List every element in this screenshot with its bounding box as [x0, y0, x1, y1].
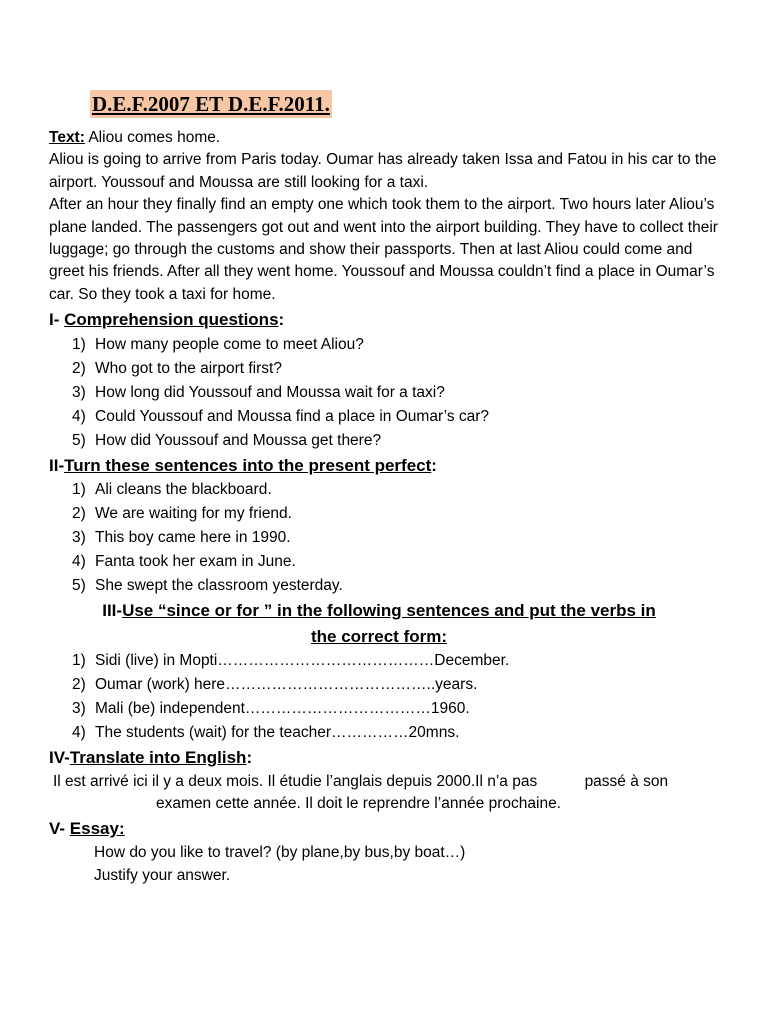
- section-4-title: Translate into English: [69, 748, 247, 767]
- item-text: Fanta took her exam in June.: [95, 553, 296, 570]
- section-5-prefix: V-: [49, 819, 70, 838]
- list-item: [72, 381, 489, 405]
- item-text: Who got to the airport first?: [95, 360, 282, 377]
- item-number: 1): [72, 481, 86, 498]
- text-paragraph-2: After an hour they finally find an empty one which took them to the airport. Two hours later Aliou’s plane landed. The passengers got out and went into the airport building. They have to collect their luggage; go through the customs and show their passports. Then at last Aliou could come and greet his friends. After all they went home. Youssouf and Moussa couldn’t find a place in Oumar’s car. So they took a taxi for home.: [49, 196, 718, 303]
- item-text: She swept the classroom yesterday.: [95, 577, 343, 594]
- essay-line-2: Justify your answer.: [94, 867, 231, 884]
- item-text: Oumar (work) here…………………………………..years.: [95, 676, 478, 693]
- section-3-heading-line-2: the correct form:: [310, 627, 448, 646]
- page-title: D.E.F.2007 ET D.E.F.2011.: [92, 92, 330, 116]
- translation-text: [49, 771, 709, 815]
- section-5-title: Essay:: [69, 819, 125, 838]
- list-item: [72, 550, 343, 574]
- section-3-list: [72, 649, 509, 745]
- item-text: The students (wait) for the teacher……………20mns.: [95, 724, 460, 741]
- section-4-prefix: IV-: [49, 748, 70, 767]
- list-item: [72, 478, 343, 502]
- item-text: How long did Youssouf and Moussa wait for a taxi?: [95, 384, 445, 401]
- item-text: This boy came here in 1990.: [95, 529, 291, 546]
- list-item: [72, 526, 343, 550]
- translation-line-1: Il est arrivé ici il y a deux mois. Il étudie l’anglais depuis 2000.Il n’a pas passé à son: [53, 773, 669, 790]
- item-text: How did Youssouf and Moussa get there?: [95, 432, 382, 449]
- item-number: 2): [72, 676, 86, 693]
- section-1-title: Comprehension questions: [64, 310, 279, 329]
- item-number: 4): [72, 553, 86, 570]
- item-number: 4): [72, 408, 86, 425]
- section-2-heading: [49, 454, 437, 478]
- text-label: Text:: [49, 129, 85, 146]
- item-number: 2): [72, 505, 86, 522]
- item-number: 5): [72, 432, 86, 449]
- translation-line-2: examen cette année. Il doit le reprendre l’année prochaine.: [156, 795, 561, 812]
- item-number: 3): [72, 529, 86, 546]
- section-4-suffix: :: [246, 748, 253, 767]
- list-item: [72, 649, 509, 673]
- section-1-prefix: I-: [49, 310, 65, 329]
- section-1-heading: [49, 308, 284, 332]
- item-text: We are waiting for my friend.: [95, 505, 292, 522]
- list-item: [72, 333, 489, 357]
- section-3-heading: [49, 598, 709, 650]
- list-item: [72, 502, 343, 526]
- item-number: 3): [72, 700, 86, 717]
- item-number: 3): [72, 384, 86, 401]
- text-paragraph-1: Aliou is going to arrive from Paris today. Oumar has already taken Issa and Fatou in his car to the airport. Youssouf and Moussa are still looking for a taxi.: [49, 151, 717, 191]
- section-5-heading: [49, 817, 125, 841]
- essay-line-1: How do you like to travel? (by plane,by bus,by boat…): [94, 844, 466, 861]
- section-3-title: Use “since or for ” in the following sentences and put the verbs in: [122, 601, 656, 620]
- section-1-suffix: :: [278, 310, 285, 329]
- item-number: 1): [72, 336, 86, 353]
- text-title-line: [49, 127, 729, 149]
- section-1-list: [72, 333, 489, 453]
- list-item: [72, 673, 509, 697]
- section-4-heading: [49, 746, 252, 770]
- section-2-title: Turn these sentences into the present perfect: [64, 456, 432, 475]
- item-number: 4): [72, 724, 86, 741]
- essay-prompt: [94, 841, 465, 887]
- section-2-list: [72, 478, 343, 598]
- text-section: [49, 127, 729, 306]
- text-title: Aliou comes home.: [84, 129, 221, 146]
- item-text: Ali cleans the blackboard.: [95, 481, 272, 498]
- item-number: 1): [72, 652, 86, 669]
- item-number: 2): [72, 360, 86, 377]
- section-2-prefix: II-: [49, 456, 65, 475]
- item-text: Could Youssouf and Moussa find a place in Oumar’s car?: [95, 408, 490, 425]
- list-item: [72, 357, 489, 381]
- list-item: [72, 429, 489, 453]
- section-3-heading-line-1: [49, 598, 709, 624]
- list-item: [72, 574, 343, 598]
- section-2-suffix: :: [431, 456, 437, 475]
- list-item: [72, 721, 509, 745]
- list-item: [72, 405, 489, 429]
- item-text: Mali (be) independent………………………………1960.: [95, 700, 470, 717]
- item-number: 5): [72, 577, 86, 594]
- item-text: How many people come to meet Aliou?: [95, 336, 364, 353]
- item-text: Sidi (live) in Mopti……………………………………December.: [95, 652, 510, 669]
- section-3-prefix: III-: [102, 601, 123, 620]
- list-item: [72, 697, 509, 721]
